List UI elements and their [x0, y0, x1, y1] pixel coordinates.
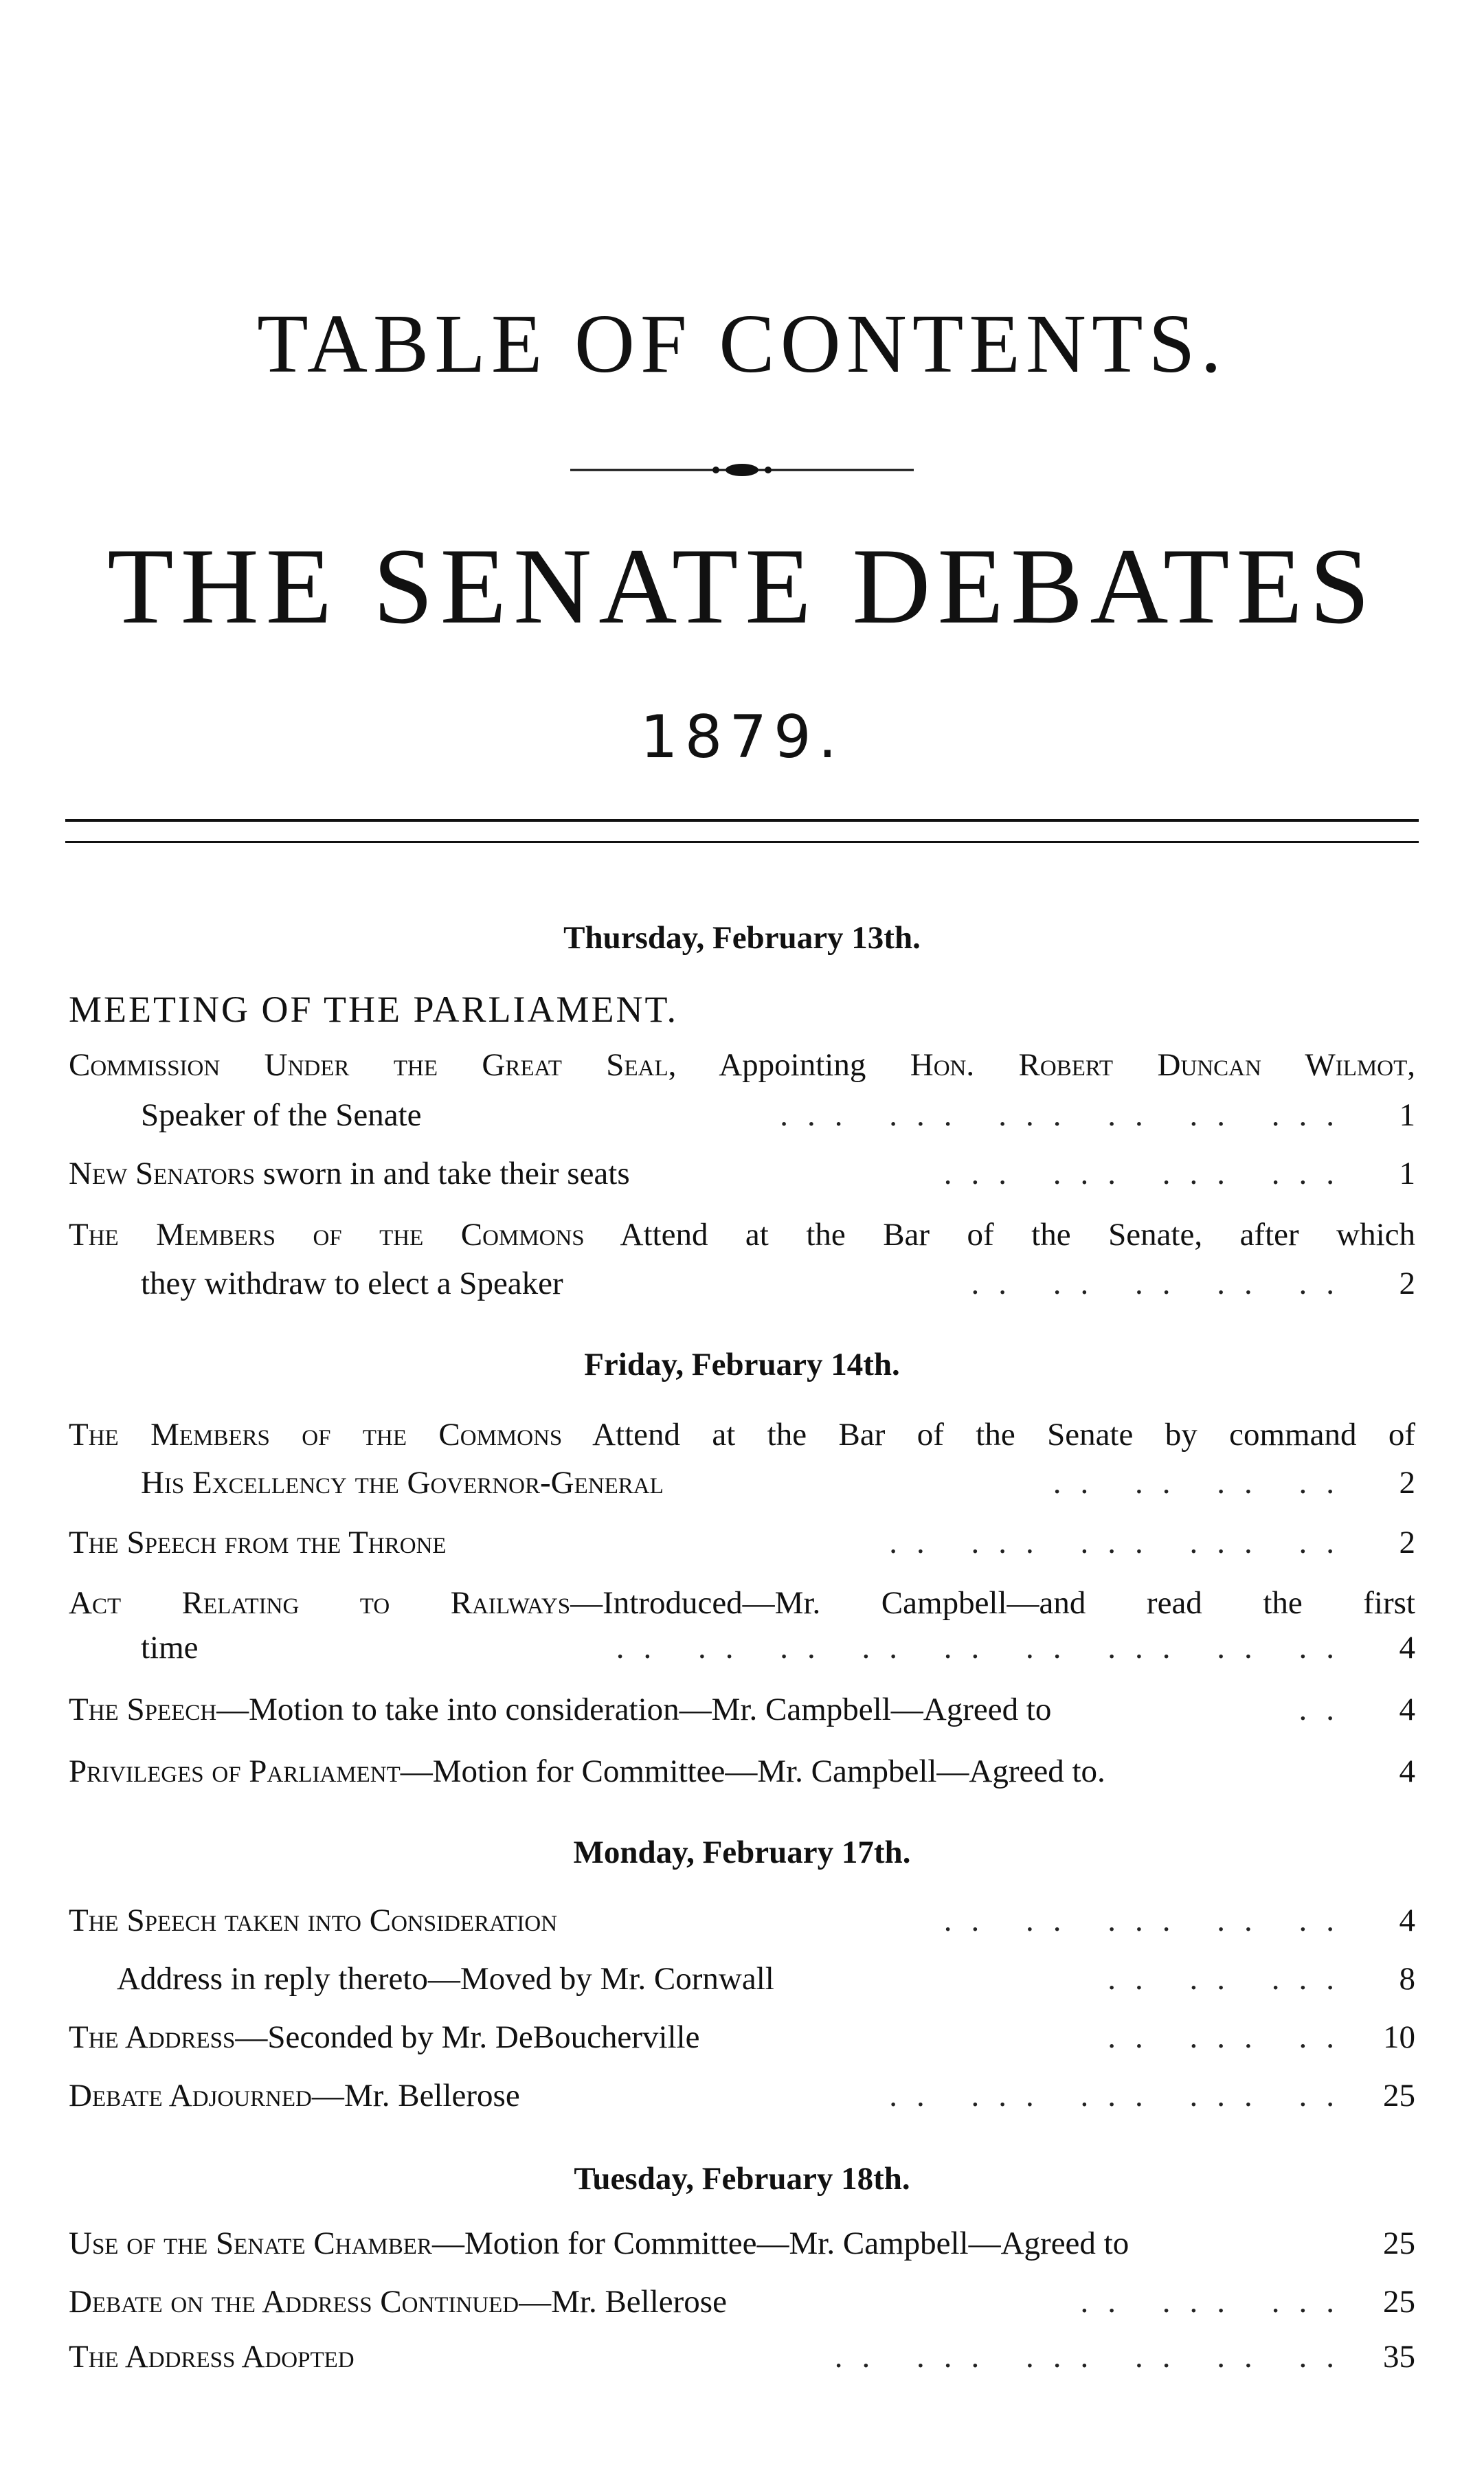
toc-title: TABLE OF CONTENTS. — [257, 298, 1227, 390]
dot-leader: .. .. .. .. .. — [971, 1266, 1353, 1301]
page-number: 1 — [1399, 1097, 1415, 1133]
page-number: 1 — [1399, 1156, 1415, 1191]
toc-entry-members-commons-line1 — [69, 1218, 1415, 1253]
entry-text: Act Relating to Railways—Introduced—Mr. Campbell—and read the first — [69, 1585, 1415, 1621]
day-heading-thursday: Thursday, February 13th. — [563, 920, 921, 956]
entry-text: The Members of the Commons Attend at the Bar of the Senate by command of — [69, 1417, 1415, 1453]
entry-text: His Excellency the Governor-General — [141, 1465, 664, 1501]
rule-bottom — [65, 841, 1419, 843]
entry-text: they withdraw to elect a Speaker — [141, 1266, 563, 1301]
dot-leader: .. ... ... ... .. — [889, 1525, 1353, 1560]
entry-text: Debate Adjourned—Mr. Bellerose — [69, 2078, 520, 2114]
ornament-divider — [570, 458, 914, 482]
toc-entry-members-command-line2 — [69, 1466, 1415, 1501]
page-number: 25 — [1383, 2226, 1415, 2261]
toc-entry-address-adopted — [69, 2340, 1415, 2375]
dot-leader: .. ... ... .. .. .. — [834, 2340, 1353, 2375]
toc-entry-speech-motion — [69, 1692, 1415, 1728]
page-number: 4 — [1399, 1903, 1415, 1938]
page-number: 10 — [1383, 2019, 1415, 2055]
page-number: 25 — [1383, 2284, 1415, 2320]
toc-entry-speech-consideration — [69, 1903, 1415, 1939]
page-number: 4 — [1399, 1692, 1415, 1727]
entry-text: The Address Adopted — [69, 2339, 355, 2375]
toc-entry-commission-line1 — [69, 1048, 1415, 1084]
toc-entry-debate-adjourned — [69, 2078, 1415, 2114]
entry-text: Speaker of the Senate — [141, 1097, 422, 1133]
page-number: 2 — [1399, 1465, 1415, 1501]
toc-entry-address-reply — [69, 1962, 1415, 1997]
page-number: 4 — [1399, 1630, 1415, 1666]
day-heading-friday: Friday, February 14th. — [584, 1347, 900, 1382]
day-heading-monday: Monday, February 17th. — [573, 1835, 911, 1870]
toc-entry-address-seconded — [69, 2020, 1415, 2056]
rule-top — [65, 819, 1419, 822]
entry-text: The Speech taken into Consideration — [69, 1903, 558, 1938]
senate-debates-title: THE SENATE DEBATES — [107, 526, 1377, 647]
dot-leader: .. .. ... .. .. — [943, 1903, 1353, 1938]
entry-text: time — [141, 1630, 199, 1666]
entry-text: Use of the Senate Chamber—Motion for Committee—Mr. Campbell—Agreed to — [69, 2226, 1129, 2261]
entry-text: The Speech—Motion to take into consideration—Mr. Campbell—Agreed to — [69, 1692, 1052, 1727]
year: 1879. — [640, 703, 844, 772]
dot-leader: .. .. .. .. — [1053, 1466, 1353, 1501]
toc-entry-members-command-line1 — [69, 1417, 1415, 1453]
dot-leader: ... ... ... ... — [943, 1156, 1353, 1191]
toc-entry-privileges — [69, 1754, 1415, 1790]
entry-text: Address in reply thereto—Moved by Mr. Cornwall — [117, 1961, 774, 1997]
day-heading-tuesday: Tuesday, February 18th. — [574, 2161, 910, 2197]
dot-leader: .. ... .. — [1108, 2020, 1353, 2055]
dot-leader: ... ... ... .. .. ... — [780, 1098, 1353, 1133]
page-number: 35 — [1383, 2339, 1415, 2375]
page-number: 8 — [1399, 1961, 1415, 1997]
toc-entry-members-commons-line2 — [69, 1266, 1415, 1302]
toc-entry-new-senators — [69, 1156, 1415, 1192]
page-number: 2 — [1399, 1266, 1415, 1301]
page-number: 4 — [1399, 1753, 1415, 1789]
entry-text: The Members of the Commons Attend at the Bar of the Senate, after which — [69, 1217, 1415, 1253]
page-number: 25 — [1383, 2078, 1415, 2114]
entry-text: Privileges of Parliament—Motion for Committee—Mr. Campbell—Agreed to. — [69, 1753, 1105, 1789]
entry-text: The Speech from the Throne — [69, 1525, 447, 1560]
page-number: 2 — [1399, 1525, 1415, 1560]
entry-text: The Address—Seconded by Mr. DeBoucherville — [69, 2019, 700, 2055]
toc-entry-railways-line2 — [69, 1630, 1415, 1666]
dot-leader: .. .. ... — [1108, 1962, 1353, 1997]
entry-text: New Senators sworn in and take their seats — [69, 1156, 630, 1191]
toc-entry-railways-line1 — [69, 1586, 1415, 1622]
toc-entry-debate-continued — [69, 2285, 1415, 2320]
dot-leader: .. .. .. .. .. .. ... .. .. — [616, 1630, 1353, 1666]
toc-entry-speech-throne — [69, 1525, 1415, 1561]
part-heading-meeting: MEETING OF THE PARLIAMENT. — [69, 989, 678, 1030]
dot-leader: .. ... ... — [1080, 2285, 1353, 2320]
entry-text: Debate on the Address Continued—Mr. Bellerose — [69, 2284, 727, 2320]
toc-entry-commission-line2 — [69, 1098, 1415, 1134]
entry-text: Commission Under the Great Seal, Appointing Hon. Robert Duncan Wilmot, — [69, 1047, 1415, 1083]
dot-leader: .. ... ... ... .. — [889, 2078, 1353, 2114]
toc-entry-senate-chamber — [69, 2226, 1415, 2262]
dot-leader: .. — [1298, 1692, 1353, 1727]
